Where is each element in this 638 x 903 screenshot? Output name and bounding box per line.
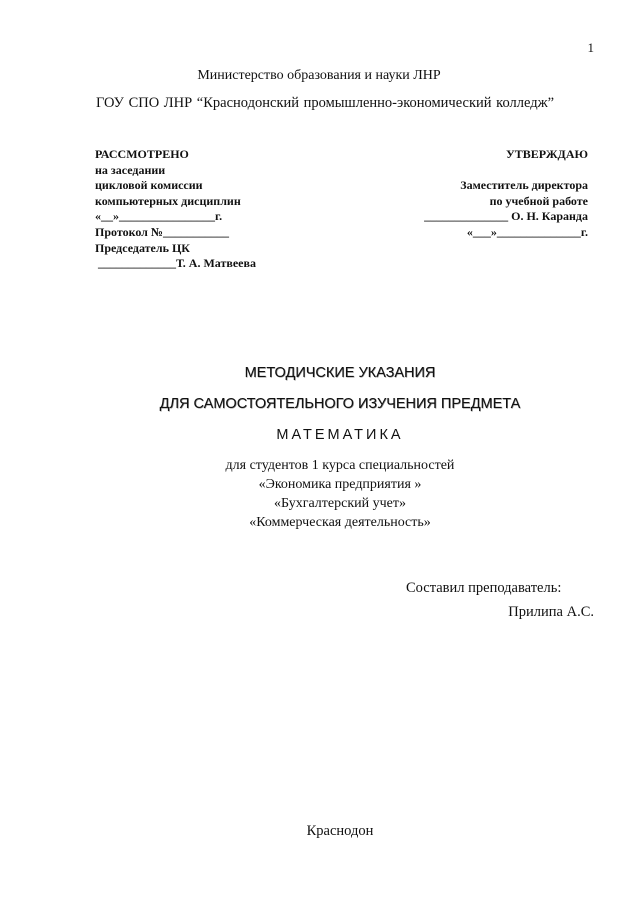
reviewed-line: «__»________________г. xyxy=(95,209,223,224)
page-number: 1 xyxy=(587,40,594,55)
author-name: Прилипа А.С. xyxy=(508,604,594,620)
document-subtitle: ДЛЯ САМОСТОЯТЕЛЬНОГО ИЗУЧЕНИЯ ПРЕДМЕТА xyxy=(159,396,521,412)
approved-line xyxy=(424,163,588,179)
approved-line: «___»______________г. xyxy=(466,224,588,239)
document-title: МЕТОДИЧСКИЕ УКАЗАНИЯ xyxy=(244,365,436,381)
specialty-line: «Коммерческая деятельность» xyxy=(249,515,431,530)
reviewed-line: _____________Т. А. Матвеева xyxy=(95,256,256,271)
students-block xyxy=(0,456,638,532)
approved-line: по учебной работе xyxy=(489,193,588,208)
subject-title: МАТЕМАТИКА xyxy=(276,427,404,443)
reviewed-line: РАССМОТРЕНО xyxy=(95,147,189,161)
city: Краснодон xyxy=(306,823,374,839)
reviewed-line: Председатель ЦК xyxy=(95,240,190,255)
reviewed-line: цикловой комиссии xyxy=(95,178,203,193)
approved-line: ______________ О. Н. Каранда xyxy=(424,209,588,224)
students-line: для студентов 1 курса специальностей xyxy=(225,458,455,473)
reviewed-block xyxy=(95,147,256,272)
reviewed-line: Протокол №___________ xyxy=(95,224,229,239)
reviewed-line: компьютерных дисциплин xyxy=(95,193,241,208)
approved-line: УТВЕРЖДАЮ xyxy=(505,147,588,161)
reviewed-line: на заседании xyxy=(95,162,166,177)
author-label: Составил преподаватель: xyxy=(406,580,562,596)
approved-block xyxy=(424,147,588,241)
approved-line: Заместитель директора xyxy=(460,178,588,193)
college-heading: ГОУ СПО ЛНР “Краснодонский промышленно-экономический колледж” xyxy=(96,95,555,111)
specialty-line: «Экономика предприятия » xyxy=(258,477,422,492)
ministry-heading: Министерство образования и науки ЛНР xyxy=(197,68,441,83)
specialty-line: «Бухгалтерский учет» xyxy=(274,496,406,511)
